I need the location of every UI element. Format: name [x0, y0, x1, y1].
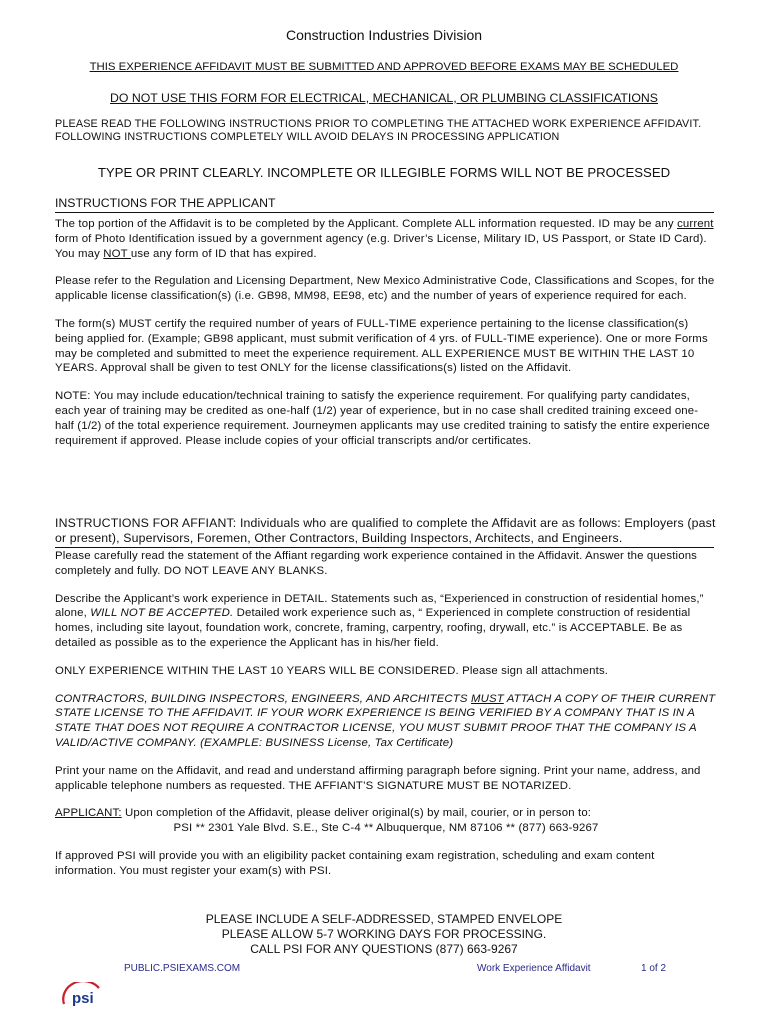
full-time-paragraph: The form(s) MUST certify the required number of years of FULL-TIME experience pertaining to the license classification(s) being applied for. (Example; GB98 applicant, must submit verification of 4 yrs. of FULL-TIME experience). One or more Forms may be completed and submitted to meet the experience requirement. ALL EXPERIENCE MUST BE WITHIN THE LAST 10 YEARS. Approval shall be given to test ONLY for the license classifications(s) listed on the Affidavit. [55, 317, 708, 375]
affiant-heading-rule [55, 547, 714, 548]
psi-logo-text: psi [72, 990, 94, 1007]
read-instructions-line-2: FOLLOWING INSTRUCTIONS COMPLETELY WILL AVOID DELAYS IN PROCESSING APPLICATION [55, 131, 560, 143]
delivery-paragraph: APPLICANT: Upon completion of the Affidavit, please deliver original(s) by mail, courier, or in person to: [55, 807, 592, 820]
psi-logo [61, 982, 107, 1008]
affiant-instructions [55, 549, 717, 879]
psi-address: PSI ** 2301 Yale Blvd. S.E., Ste C-4 ** Albuquerque, NM 87106 ** (877) 663-9267 [173, 822, 599, 835]
page-title: Construction Industries Division [285, 27, 483, 43]
submission-notice: THIS EXPERIENCE AFFIDAVIT MUST BE SUBMITTED AND APPROVED BEFORE EXAMS MAY BE SCHEDULED [89, 61, 679, 73]
page-number: 1 of 2 [641, 963, 667, 974]
affiant-heading: INSTRUCTIONS FOR AFFIANT: Individuals who are qualified to complete the Affidavit are as follows: Employers (past or present), Supervisors, Foremen, Other Contractors, Building Inspectors, Architects, and Engineers. [55, 516, 716, 545]
license-copy-paragraph: CONTRACTORS, BUILDING INSPECTORS, ENGINEERS, AND ARCHITECTS MUST ATTACH A COPY OF THEIR CURRENT STATE LICENSE TO THE AFFIDAVIT. IF YOUR WORK EXPERIENCE IS BEING VERIFIED BY A COMPANY THAT IS IN A STATE THAT DOES NOT REQUIRE A CONTRACTOR LICENSE, YOU MUST SUBMIT PROOF THAT THE COMPANY IS A VALID/ACTIVE COMPANY. (EXAMPLE: BUSINESS License, Tax Certificate) [55, 692, 716, 749]
detail-paragraph: Describe the Applicant’s work experience in DETAIL. Statements such as, “Experienced in construction of residential homes,” alone, WILL NOT BE ACCEPTED. Detailed work experience such as, “ Experienced in complete construction of residential homes, including site layout, foundation work, concrete, framing, carpentry, roofing, drywall, etc.” is ACCEPTABLE. Be as detailed as possible as to the experience the Applicant has in his/her field. [55, 592, 704, 649]
processing-time-note: PLEASE ALLOW 5-7 WORKING DAYS FOR PROCESSING. [221, 927, 547, 941]
classification-warning: DO NOT USE THIS FORM FOR ELECTRICAL, MECHANICAL, OR PLUMBING CLASSIFICATIONS [110, 91, 658, 105]
read-instructions-notice [55, 118, 717, 144]
contact-note: CALL PSI FOR ANY QUESTIONS (877) 663-9267 [250, 942, 518, 956]
read-instructions-line-1: PLEASE READ THE FOLLOWING INSTRUCTIONS PRIOR TO COMPLETING THE ATTACHED WORK EXPERIENCE AFFIDAVIT. [55, 118, 702, 130]
applicant-instructions [55, 217, 717, 448]
applicant-heading-rule [55, 212, 714, 213]
ten-years-paragraph: ONLY EXPERIENCE WITHIN THE LAST 10 YEARS WILL BE CONSIDERED. Please sign all attachments. [55, 664, 609, 677]
eligibility-paragraph: If approved PSI will provide you with an eligibility packet containing exam registration, scheduling and exam content information. You must register your exam(s) with PSI. [55, 849, 655, 877]
footer-doc-title: Work Experience Affidavit [477, 963, 591, 974]
website-link[interactable]: PUBLIC.PSIEXAMS.COM [124, 963, 241, 974]
closing-notes [0, 912, 768, 957]
training-note-paragraph: NOTE: You may include education/technical training to satisfy the experience requirement. For qualifying party candidates, each year of training may be credited as one-half (1/2) year of experience, but in no case shall credited training exceed one-half (1/2) of the total experience requirement. Journeymen applicants may use credited training to satisfy the entire experience requirement if approved. Please include copies of your official transcripts and/or certificates. [55, 390, 710, 447]
signature-paragraph: Print your name on the Affidavit, and read and understand affirming paragraph before signing. Print your name, address, and applicable telephone numbers as requested. THE AFFIANT’S SIGNATURE MUST BE NOTARIZED. [55, 764, 701, 792]
read-statement-paragraph: Please carefully read the statement of the Affiant regarding work experience contained in the Affidavit. Answer the questions completely and fully. DO NOT LEAVE ANY BLANKS. [55, 550, 698, 577]
type-print-warning: TYPE OR PRINT CLEARLY. INCOMPLETE OR ILLEGIBLE FORMS WILL NOT BE PROCESSED [97, 165, 671, 180]
id-requirements-paragraph: The top portion of the Affidavit is to be completed by the Applicant. Complete ALL information requested. ID may be any current form of Photo Identification issued by a government agency (e.g. Driver’s License, Military ID, US Passport, or State ID Card). You may NOT use any form of ID that has expired. [55, 218, 714, 260]
envelope-note: PLEASE INCLUDE A SELF-ADDRESSED, STAMPED ENVELOPE [205, 912, 563, 926]
applicant-heading: INSTRUCTIONS FOR THE APPLICANT [55, 196, 276, 210]
regulation-paragraph: Please refer to the Regulation and Licensing Department, New Mexico Administrative Code, Classifications and Scopes, for the applicable license classification(s) (i.e. GB98, MM98, EE98, etc) and the number of years of experience required for each. [55, 275, 715, 303]
